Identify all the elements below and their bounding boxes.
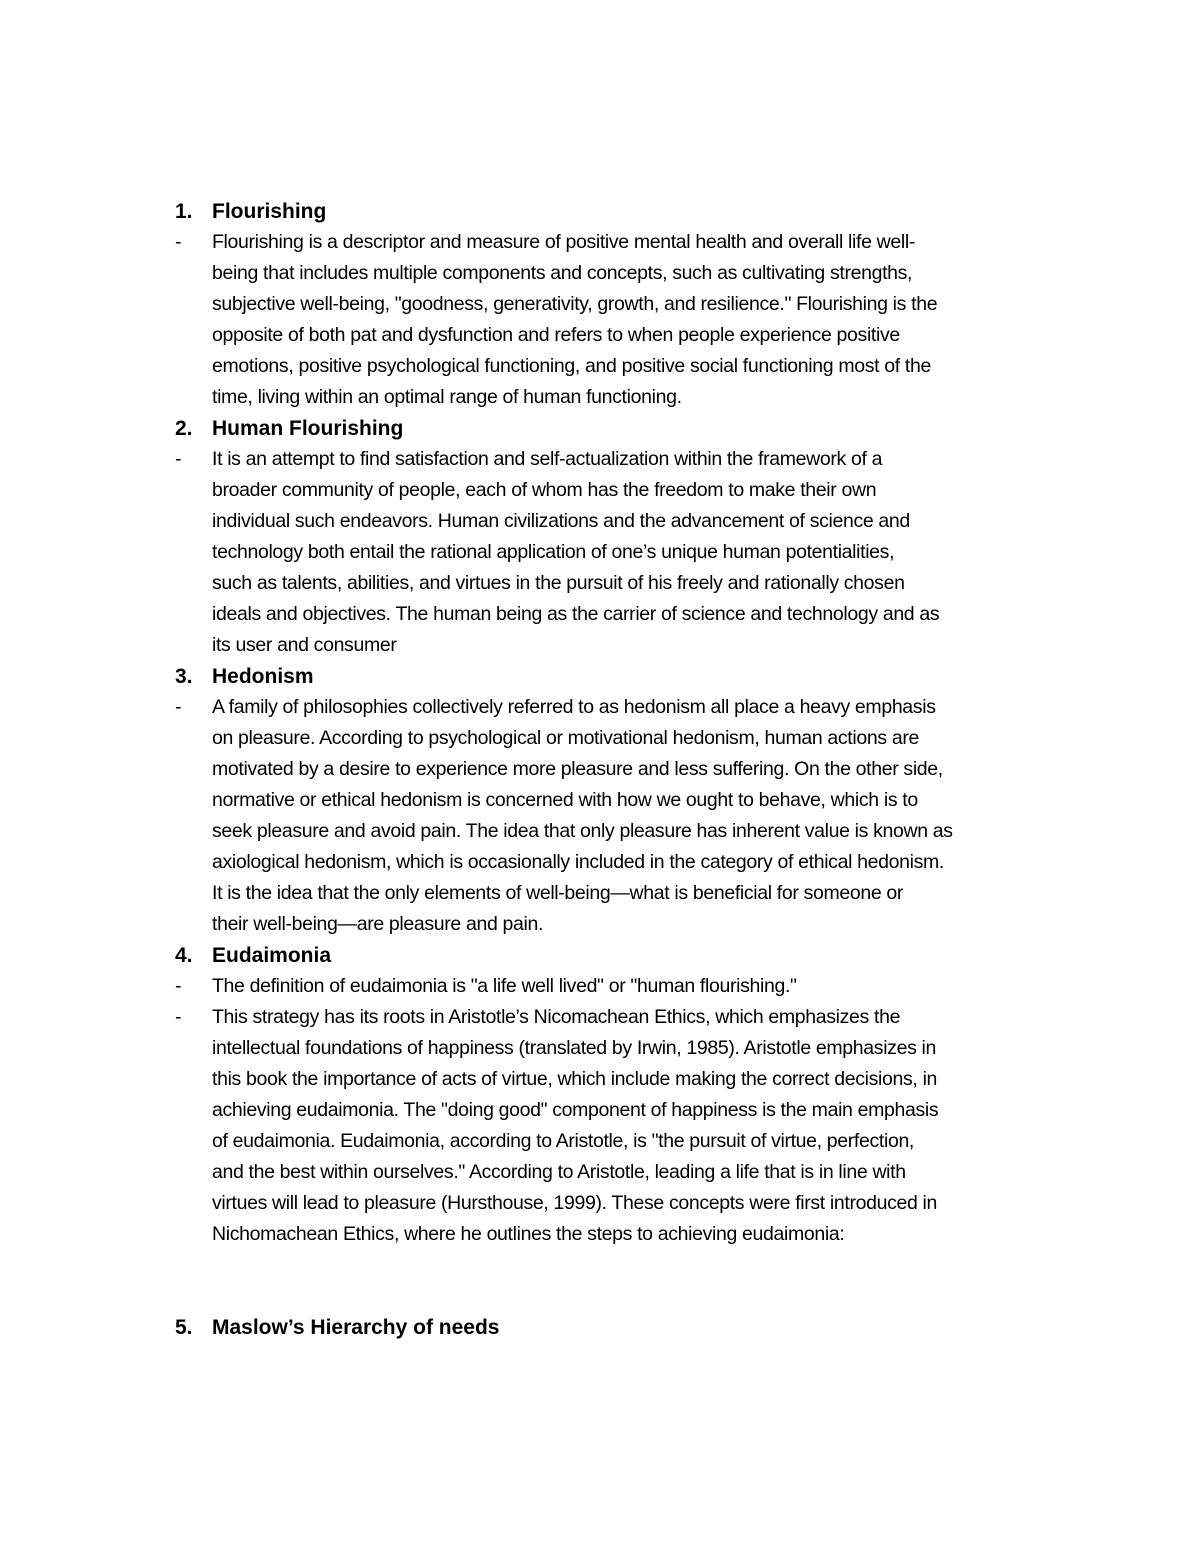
section-number: 2. — [175, 417, 193, 440]
text-line: intellectual foundations of happiness (translated by Irwin, 1985). Aristotle emphasizes in — [212, 1037, 937, 1059]
text-line: their well-being—are pleasure and pain. — [212, 913, 544, 935]
bullet-text — [212, 227, 937, 413]
section-number: 3. — [175, 665, 193, 688]
text-line: ideals and objectives. The human being as the carrier of science and technology and as — [212, 603, 940, 625]
section-number: 4. — [175, 944, 193, 967]
text-line: its user and consumer — [212, 634, 397, 656]
section-heading — [175, 940, 1075, 971]
text-line: and the best within ourselves." According to Aristotle, leading a life that is in line with — [212, 1161, 906, 1183]
text-line: It is the idea that the only elements of well-being—what is beneficial for someone or — [212, 882, 904, 904]
section-title: Eudaimonia — [212, 944, 332, 967]
text-line: Flourishing is a descriptor and measure of positive mental health and overall life well- — [212, 231, 915, 253]
document-body — [175, 196, 1075, 1343]
text-line: motivated by a desire to experience more pleasure and less suffering. On the other side, — [212, 758, 943, 780]
section-title: Hedonism — [212, 665, 314, 688]
bullet-dash: - — [175, 231, 182, 253]
bullet-dash: - — [175, 448, 182, 470]
bullet-item — [175, 971, 1075, 1002]
text-line: being that includes multiple components and concepts, such as cultivating strengths, — [212, 262, 913, 284]
text-line: A family of philosophies collectively referred to as hedonism all place a heavy emphasis — [212, 696, 936, 718]
section-heading — [175, 413, 1075, 444]
text-line: Nichomachean Ethics, where he outlines the steps to achieving eudaimonia: — [212, 1223, 845, 1245]
section-title: Maslow’s Hierarchy of needs — [212, 1316, 500, 1339]
text-line: time, living within an optimal range of human functioning. — [212, 386, 682, 408]
text-line: of eudaimonia. Eudaimonia, according to Aristotle, is "the pursuit of virtue, perfection, — [212, 1130, 915, 1152]
text-line: individual such endeavors. Human civilizations and the advancement of science and — [212, 510, 910, 532]
text-line: on pleasure. According to psychological or motivational hedonism, human actions are — [212, 727, 919, 749]
section-spacer — [175, 1250, 1075, 1312]
bullet-text — [212, 1002, 938, 1250]
text-line: this book the importance of acts of virtue, which include making the correct decisions, in — [212, 1068, 938, 1090]
bullet-dash: - — [175, 696, 182, 718]
bullet-text — [212, 971, 797, 1002]
section-heading — [175, 1312, 1075, 1343]
section-number: 1. — [175, 200, 193, 223]
bullet-text — [212, 692, 953, 940]
text-line: opposite of both pat and dysfunction and refers to when people experience positive — [212, 324, 900, 346]
text-line: achieving eudaimonia. The "doing good" component of happiness is the main emphasis — [212, 1099, 939, 1121]
text-line: normative or ethical hedonism is concerned with how we ought to behave, which is to — [212, 789, 918, 811]
section-title: Human Flourishing — [212, 417, 404, 440]
section-heading — [175, 661, 1075, 692]
bullet-dash: - — [175, 1006, 182, 1028]
bullet-item — [175, 444, 1075, 661]
bullet-text — [212, 444, 939, 661]
text-line: seek pleasure and avoid pain. The idea that only pleasure has inherent value is known as — [212, 820, 953, 842]
text-line: emotions, positive psychological functioning, and positive social functioning most of the — [212, 355, 931, 377]
bullet-item — [175, 227, 1075, 413]
text-line: technology both entail the rational application of one’s unique human potentialities, — [212, 541, 895, 563]
text-line: axiological hedonism, which is occasionally included in the category of ethical hedonism. — [212, 851, 944, 873]
text-line: It is an attempt to find satisfaction and self-actualization within the framework of a — [212, 448, 883, 470]
section-number: 5. — [175, 1316, 193, 1339]
bullet-item — [175, 692, 1075, 940]
text-line: such as talents, abilities, and virtues in the pursuit of his freely and rationally chosen — [212, 572, 905, 594]
bullet-item — [175, 1002, 1075, 1250]
text-line: This strategy has its roots in Aristotle’s Nicomachean Ethics, which emphasizes the — [212, 1006, 901, 1028]
text-line: broader community of people, each of whom has the freedom to make their own — [212, 479, 877, 501]
text-line: subjective well-being, "goodness, generativity, growth, and resilience." Flourishing is the — [212, 293, 938, 315]
section-title: Flourishing — [212, 200, 327, 223]
text-line: virtues will lead to pleasure (Hursthouse, 1999). These concepts were first introduced in — [212, 1192, 938, 1214]
section-heading — [175, 196, 1075, 227]
bullet-dash: - — [175, 975, 182, 997]
text-line: The definition of eudaimonia is "a life well lived" or "human flourishing." — [212, 975, 797, 997]
